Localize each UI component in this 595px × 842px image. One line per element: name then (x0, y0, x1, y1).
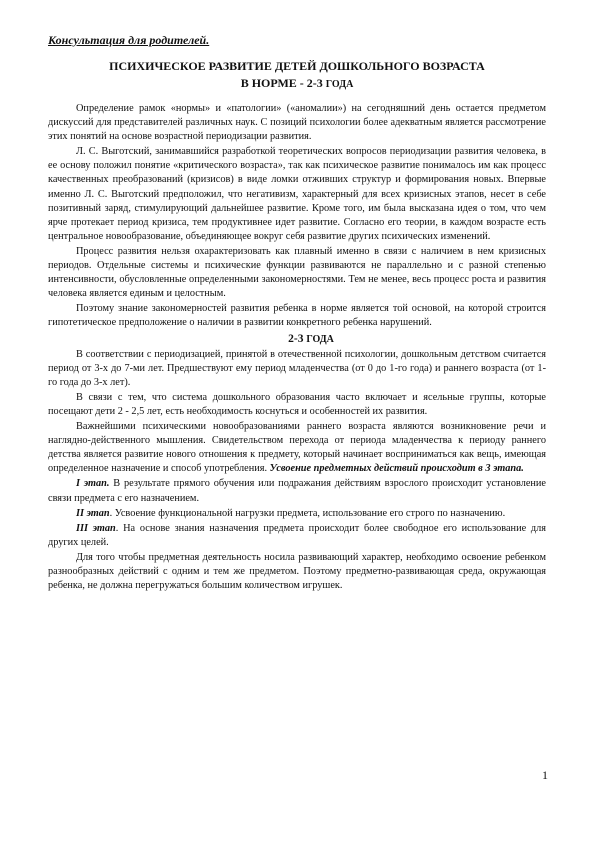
stage-item (48, 477, 546, 505)
document-title (48, 58, 546, 93)
stage-label: I этап. (76, 478, 110, 490)
stage-item (48, 522, 546, 550)
stage-label: III этап (76, 522, 116, 534)
consultation-header: Консультация для родителей. (48, 33, 210, 47)
page-number: 1 (542, 768, 548, 782)
document-body (48, 102, 546, 594)
section-heading (48, 332, 546, 347)
stage-item (48, 507, 546, 521)
paragraph: Для того чтобы предметная деятельность носила развивающий характер, необходимо освоение ребенком разнообразных действий с одним и тем же предметом. Поэтому предметно-развивающая среда, окружающая ребенка, не должна перегружаться большим количеством игрушек. (48, 551, 546, 592)
paragraph (48, 420, 546, 476)
stage-label: II этап (76, 507, 110, 519)
paragraph: В связи с тем, что система дошкольного образования часто включает и ясельные группы, которые посещают дети 2 - 2,5 лет, есть необходимость коснуться и особенностей их развития. (48, 391, 546, 417)
emphasis-text: Усвоение предметных действий происходит в 3 этапа. (269, 463, 524, 475)
paragraph: Поэтому знание закономерностей развития ребенка в норме является той основой, на которой строится гипотетическое предположение о наличии в развитии конкретного ребенка нарушений. (48, 303, 546, 329)
stage-text: . На основе знания назначения предмета происходит более свободное его использование для других целей. (48, 522, 547, 548)
stage-text: В результате прямого обучения или подражания действиям взрослого происходит установление связи предмета с его назначением. (48, 478, 546, 504)
paragraph-text: Важнейшими психическими новообразованиями раннего возраста являются возникновение речи и наглядно-действенного мышления. Свидетельством перехода от периода младенчества к периоду раннего детства является развитие нового отношения к предмету, который начинает восприниматься как вещь, имеющая определенное назначение и способ употребления. (48, 421, 546, 475)
paragraph: Определение рамок «нормы» и «патологии» («аномалии») на сегодняшний день остается предметом дискуссий для представителей различных наук. С позиций психологии более адекватным является рассмотрение этих понятий на основе возрастной периодизации развития. (48, 103, 546, 143)
title-line-2-small: ГОДА (325, 79, 354, 90)
title-line-2 (48, 75, 546, 93)
paragraph: Л. С. Выготский, занимавшийся разработкой теоретических вопросов периодизации развития человека, в ее основу положил понятие «критического возраста», так как психическое развитие понималось им как процесс качественных преобразований (кризисов) в виде ломки отживших структур и формирования новых. Впервые именно Л. С. Выготский предположил, что негативизм, характерный для всех кризисных этапов, несет в себе позитивный заряд, стимулирующий дальнейшее развитие. Кроме того, им была высказана идея о том, что чем ярче протекает период кризиса, тем продуктивнее идет развитие. Согласно его теории, в каждом возрасте есть центральное новообразование, объединяющее вокруг себя развитие других психических изменений. (48, 146, 546, 242)
stage-text: . Усвоение функциональной нагрузки предмета, использование его строго по назначению. (109, 507, 506, 519)
paragraph: В соответствии с периодизацией, принятой в отечественной психологии, дошкольным детством считается период от 3-х до 7-ми лет. Предшествуют ему период младенчества (от 0 до 1-го года) и раннего возраста (от 1-го года до 3-х лет). (48, 348, 546, 388)
section-heading-small: ГОДА (306, 333, 334, 345)
title-line-2-main: В НОРМЕ - 2-3 (240, 76, 323, 90)
paragraph: Процесс развития нельзя охарактеризовать как плавный именно в связи с наличием в нем кризисных периодов. Отдельные системы и психические функции развиваются не параллельно и с разной степенью интенсивности, обусловленные определенными закономерностями. Тем не менее, весь процесс роста и развития человека является единым и целостным. (48, 245, 546, 300)
title-line-1: ПСИХИЧЕСКОЕ РАЗВИТИЕ ДЕТЕЙ ДОШКОЛЬНОГО ВОЗРАСТА (109, 59, 485, 73)
section-heading-main: 2-3 (288, 332, 304, 345)
